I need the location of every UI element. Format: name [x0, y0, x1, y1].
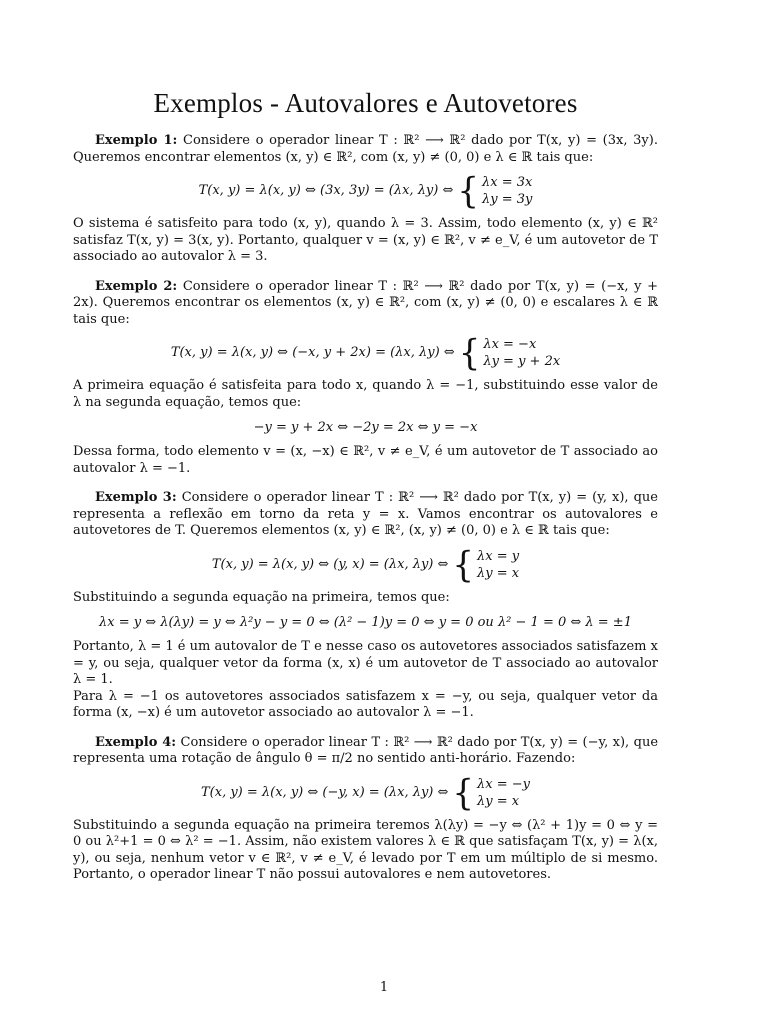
- example-1-equation: [73, 170, 658, 212]
- example-3-eq-lhs: T(x, y) = λ(x, y) ⇔ (y, x) = (λx, λy) ⇔: [211, 556, 449, 572]
- example-4-text: Considere o operador linear T : ℝ² ⟶ ℝ² dado por T(x, y) = (−y, x), que representa uma rotação de ângulo θ = π/2 no sentido anti-horário. Fazendo:: [73, 734, 659, 766]
- example-3-label: Exemplo 3:: [95, 490, 177, 505]
- system-line-1: λx = −y: [477, 776, 530, 792]
- example-4-intro: [73, 735, 658, 768]
- document-page: [73, 88, 658, 884]
- example-3-intro: [73, 490, 658, 540]
- system-line-1: λx = 3x: [482, 175, 533, 190]
- system-line-2: λy = 3y: [482, 192, 533, 207]
- example-3-equation: [73, 543, 658, 586]
- example-4-system: [477, 776, 530, 810]
- system-line-1: λx = −x: [483, 337, 537, 352]
- example-2-intro: [73, 279, 658, 329]
- example-4-conclusion: Substituindo a segunda equação na primeira teremos λ(λy) = −y ⇔ (λ² + 1)y = 0 ⇔ y = 0 ou λ²+1 = 0 ⇔ λ² = −1. Assim, não existem valores λ ∈ ℝ que satisfaçam T(x, y) = λ(x, y), ou seja, nenhum vetor v ∈ ℝ², v ≠ e_V, é levado por T em um múltiplo de si mesmo. Portanto, o operador linear T não possui autovalores e nem autovetores.: [73, 817, 658, 882]
- example-3-text: Considere o operador linear T : ℝ² ⟶ ℝ² dado por T(x, y) = (y, x), que representa a reflexão em torno da reta y = x. Vamos encontrar os autovalores e autovetores de T. Queremos elementos (x, y) ∈ ℝ², (x, y) ≠ (0, 0) e λ ∈ ℝ tais que:: [73, 490, 658, 538]
- system-line-2: λy = x: [477, 793, 520, 809]
- example-1-system: [482, 174, 532, 208]
- system-line-1: λx = y: [477, 548, 520, 564]
- system-line-2: λy = x: [477, 565, 520, 581]
- example-2-middle: A primeira equação é satisfeita para todo x, quando λ = −1, substituindo esse valor de λ na segunda equação, temos que:: [73, 378, 658, 410]
- page-title: Exemplos - Autovalores e Autovetores: [153, 88, 578, 118]
- example-2-label: Exemplo 2:: [95, 278, 178, 294]
- left-brace: {: [457, 170, 480, 212]
- example-1-intro: [73, 133, 658, 166]
- example-4-eq-lhs: T(x, y) = λ(x, y) ⇔ (−y, x) = (λx, λy) ⇔: [201, 784, 449, 800]
- system-line-2: λy = y + 2x: [483, 354, 561, 369]
- left-brace: {: [458, 332, 481, 374]
- example-3-derivation: λx = y ⇔ λ(λy) = y ⇔ λ²y − y = 0 ⇔ (λ² − 1)y = 0 ⇔ y = 0 ou λ² − 1 = 0 ⇔ λ = ±1: [99, 615, 632, 630]
- left-brace: {: [452, 543, 475, 586]
- example-2-system: [483, 336, 560, 370]
- example-2-eq-lhs: T(x, y) = λ(x, y) ⇔ (−x, y + 2x) = (λx, λy) ⇔: [170, 345, 455, 360]
- example-1-text: Considere o operador linear T : ℝ² ⟶ ℝ² dado por T(x, y) = (3x, 3y). Queremos encontrar elementos (x, y) ∈ ℝ², com (x, y) ≠ (0, 0) e λ ∈ ℝ tais que:: [73, 133, 658, 165]
- left-brace: {: [452, 771, 475, 814]
- example-3-system: [477, 548, 519, 582]
- example-2-equation: [73, 332, 658, 374]
- example-3-conclusion-2: Para λ = −1 os autovetores associados satisfazem x = −y, ou seja, qualquer vetor da forma (x, −x) é um autovetor associado ao autovalor λ = −1.: [73, 688, 658, 720]
- example-4-equation: [73, 771, 658, 814]
- example-1-conclusion: O sistema é satisfeito para todo (x, y), quando λ = 3. Assim, todo elemento (x, y) ∈ ℝ² satisfaz T(x, y) = 3(x, y). Portanto, qualquer v = (x, y) ∈ ℝ², v ≠ e_V, é um autovetor de T associado ao autovalor λ = 3.: [73, 216, 658, 264]
- example-2-conclusion: Dessa forma, todo elemento v = (x, −x) ∈ ℝ², v ≠ e_V, é um autovetor de T associado ao autovalor λ = −1.: [73, 444, 658, 476]
- example-1-label: Exemplo 1:: [95, 133, 178, 148]
- example-3-middle: Substituindo a segunda equação na primeira, temos que:: [73, 589, 450, 605]
- example-4-label: Exemplo 4:: [95, 734, 177, 750]
- example-3-conclusion-1: Portanto, λ = 1 é um autovalor de T e nesse caso os autovetores associados satisfazem x = y, ou seja, qualquer vetor da forma (x, x) é um autovetor de T associado ao autovalor λ = 1.: [73, 639, 658, 687]
- page-number: 1: [379, 980, 389, 995]
- example-1-eq-lhs: T(x, y) = λ(x, y) ⇔ (3x, 3y) = (λx, λy) ⇔: [198, 183, 454, 198]
- example-2-text: Considere o operador linear T : ℝ² ⟶ ℝ² dado por T(x, y) = (−x, y + 2x). Queremos encontrar os elementos (x, y) ∈ ℝ², com (x, y) ≠ (0, 0) e escalares λ ∈ ℝ tais que:: [73, 278, 658, 327]
- example-2-derivation: −y = y + 2x ⇔ −2y = 2x ⇔ y = −x: [253, 420, 478, 435]
